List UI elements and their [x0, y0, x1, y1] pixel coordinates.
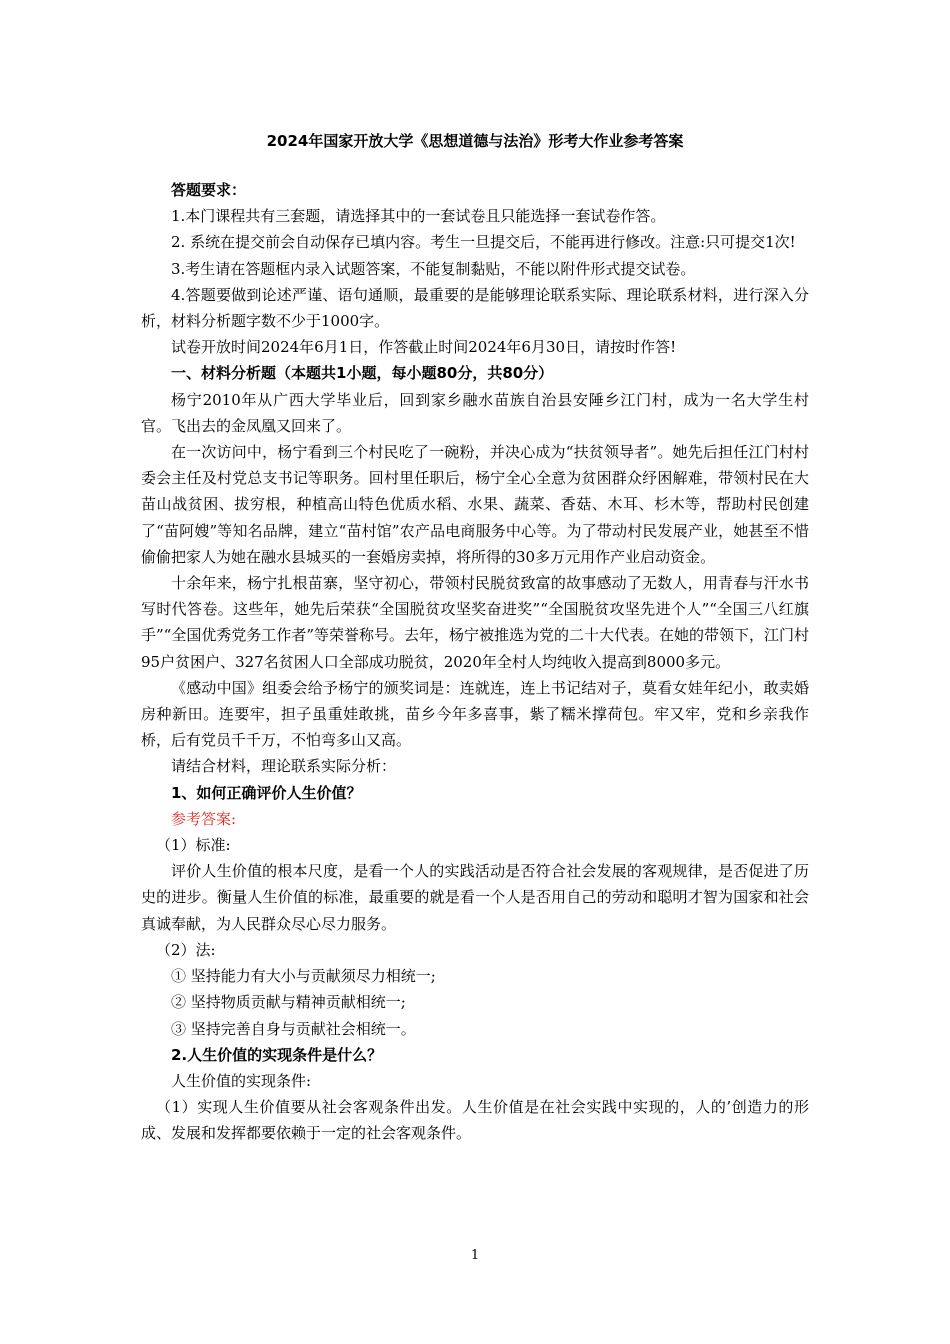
standard-text: 评价人生价值的根本尺度，是看一个人的实践活动是否符合社会发展的客观规律，是否促进了历史的进步。衡量人生价值的标准，最重要的就是看一个人是否用自己的劳动和聪明才智为国家和社会真诚奉献，为人民群众尽心尽力服务。 — [141, 862, 809, 933]
condition-item: （1）实现人生价值要从社会客观条件出发。人生价值是在社会实践中实现的，人的’创造力的形成、发展和发挥都要依赖于一定的社会客观条件。 — [141, 1098, 809, 1143]
requirement-item: 2. 系统在提交前会自动保存已填内容。考生一旦提交后，不能再进行修改。注意:只可提交1次! — [171, 233, 796, 252]
requirement-item: 4.答题要做到论述严谨、语句通顺，最重要的是能够理论联系实际、理论联系材料，进行深入分析，材料分析题字数不少于1000字。 — [141, 285, 809, 331]
exam-schedule-note: 试卷开放时间2024年6月1日，作答截止时间2024年6月30日，请按时作答! — [171, 338, 677, 357]
answer-label: 参考答案: — [171, 809, 237, 828]
material-paragraph: 《感动中国》组委会给予杨宁的颁奖词是：连就连，连上书记结对子，莫看女娃年纪小，敢卖婚房种新田。连要牢，担子虽重娃敢挑，苗乡今年多喜事，紫了糯米撑荷包。牢又牢，党和乡亲我作桥，后有党员千千万，不怕弯多山又高。 — [141, 678, 809, 750]
method-label: （2）法: — [156, 940, 216, 959]
requirement-item: 3.考生请在答题框内录入试题答案，不能复制黏贴，不能以附件形式提交试卷。 — [171, 259, 696, 278]
question-2: 2.人生价值的实现条件是什么？ — [171, 1045, 383, 1064]
document-body — [141, 128, 809, 1147]
page-number: 1 — [470, 1248, 480, 1263]
requirement-item: 1.本门课程共有三套题，请选择其中的一套试卷且只能选择一套试卷作答。 — [171, 207, 666, 226]
section-heading: 一、材料分析题（本题共1小题，每小题80分，共80分） — [171, 364, 554, 383]
material-paragraph: 十余年来，杨宁扎根苗寨，坚守初心，带领村民脱贫致富的故事感动了无数人，用青春与汗水书写时代答卷。这些年，她先后荣获“全国脱贫攻坚奖奋进奖”“全国脱贫攻坚先进个人”“全国三八红旗手”“全国优秀党务工作者”等荣誉称号。去年，杨宁被推选为党的二十大代表。在她的带领下，江门村95户贫困户、327名贫困人口全部成功脱贫，2020年全村人均纯收入提高到8000多元。 — [141, 574, 810, 671]
question-1: 1、如何正确评价人生价值？ — [171, 783, 362, 802]
conditions-intro: 人生价值的实现条件: — [171, 1071, 312, 1090]
method-item: ③ 坚持完善自身与贡献社会相统一。 — [171, 1019, 416, 1038]
method-item: ② 坚持物质贡献与精神贡献相统一; — [171, 993, 406, 1012]
standard-label: （1）标准: — [156, 836, 231, 855]
document-title: 2024年国家开放大学《思想道德与法治》形考大作业参考答案 — [266, 132, 684, 150]
material-paragraph: 杨宁2010年从广西大学毕业后，回到家乡融水苗族自治县安陲乡江门村，成为一名大学生村官。飞出去的金凤凰又回来了。 — [141, 390, 809, 435]
method-item: ① 坚持能力有大小与贡献须尽力相统一; — [171, 967, 436, 986]
material-paragraph: 在一次访问中，杨宁看到三个村民吃了一碗粉，并决心成为“扶贫领导者”。她先后担任江门村村委会主任及村党总支书记等职务。回村里任职后，杨宁全心全意为贫困群众纾困解难，带领村民在大苗山战贫困、拔穷根，种植高山特色优质水稻、水果、蔬菜、香菇、木耳、杉木等，帮助村民创建了“苗阿嫂”等知名品牌，建立“苗村馆”农产品电商服务中心等。为了带动村民发展产业，她甚至不惜偷偷把家人为她在融水县城买的一套婚房卖掉，将所得的30多万元用作产业启动资金。 — [141, 443, 809, 566]
requirements-heading: 答题要求： — [171, 181, 247, 199]
material-instruction: 请结合材料，理论联系实际分析： — [171, 757, 397, 776]
